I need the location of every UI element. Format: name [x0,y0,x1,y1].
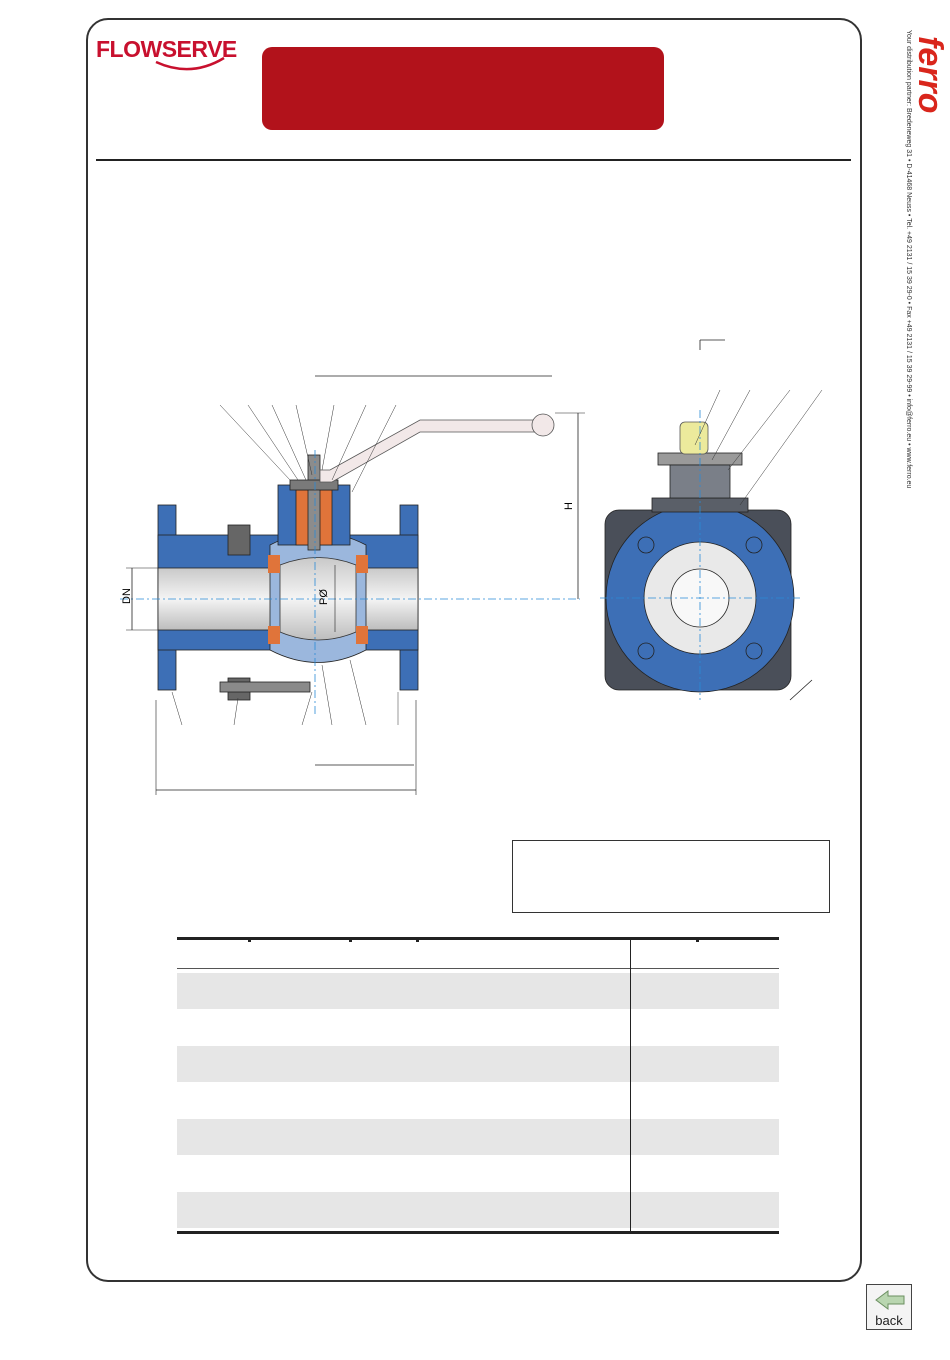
table-row [177,1119,779,1155]
table-row [177,1192,779,1228]
valve-drawing [100,320,840,800]
dn-label: DN [121,588,133,604]
sidebar-contact [898,30,912,489]
note-box [512,840,830,913]
ferro-logo: ferro [911,36,949,114]
back-label: back [875,1313,903,1328]
table-col-mark [248,937,251,942]
table-row [177,1046,779,1082]
table-row [177,973,779,1009]
table-col-mark [349,937,352,942]
table-col-mark [416,937,419,942]
header-rule [96,159,851,161]
sidebar-contact-line[interactable]: Bredeneweg 31 • D-41468 Neuss • Tel. +49 2131 / 15 39 29-0 • Fax +49 2131 / 15 39 29-99 • info@ferro.eu • www.ferro.eu [905,107,912,489]
table-row [177,1155,779,1191]
flowserve-logo [96,28,236,74]
table-row [177,1082,779,1118]
h-label: H [563,502,575,510]
table-header-rule [177,968,779,969]
title-banner [262,47,664,130]
logo-text: FLOWSERVE [96,36,237,62]
dimension-table [177,937,779,1235]
table-bottom-rule [177,1231,779,1234]
pd-label: PØ [318,589,330,605]
sidebar-tagline: Your distribution partner: [905,30,912,107]
table-top-rule [177,937,779,940]
back-arrow-icon [874,1289,906,1311]
side-section-view [120,376,585,795]
table-row [177,1009,779,1045]
back-button[interactable] [866,1284,912,1330]
end-view [600,340,822,700]
table-col-mark [696,937,699,942]
table-column-divider [630,940,631,1232]
